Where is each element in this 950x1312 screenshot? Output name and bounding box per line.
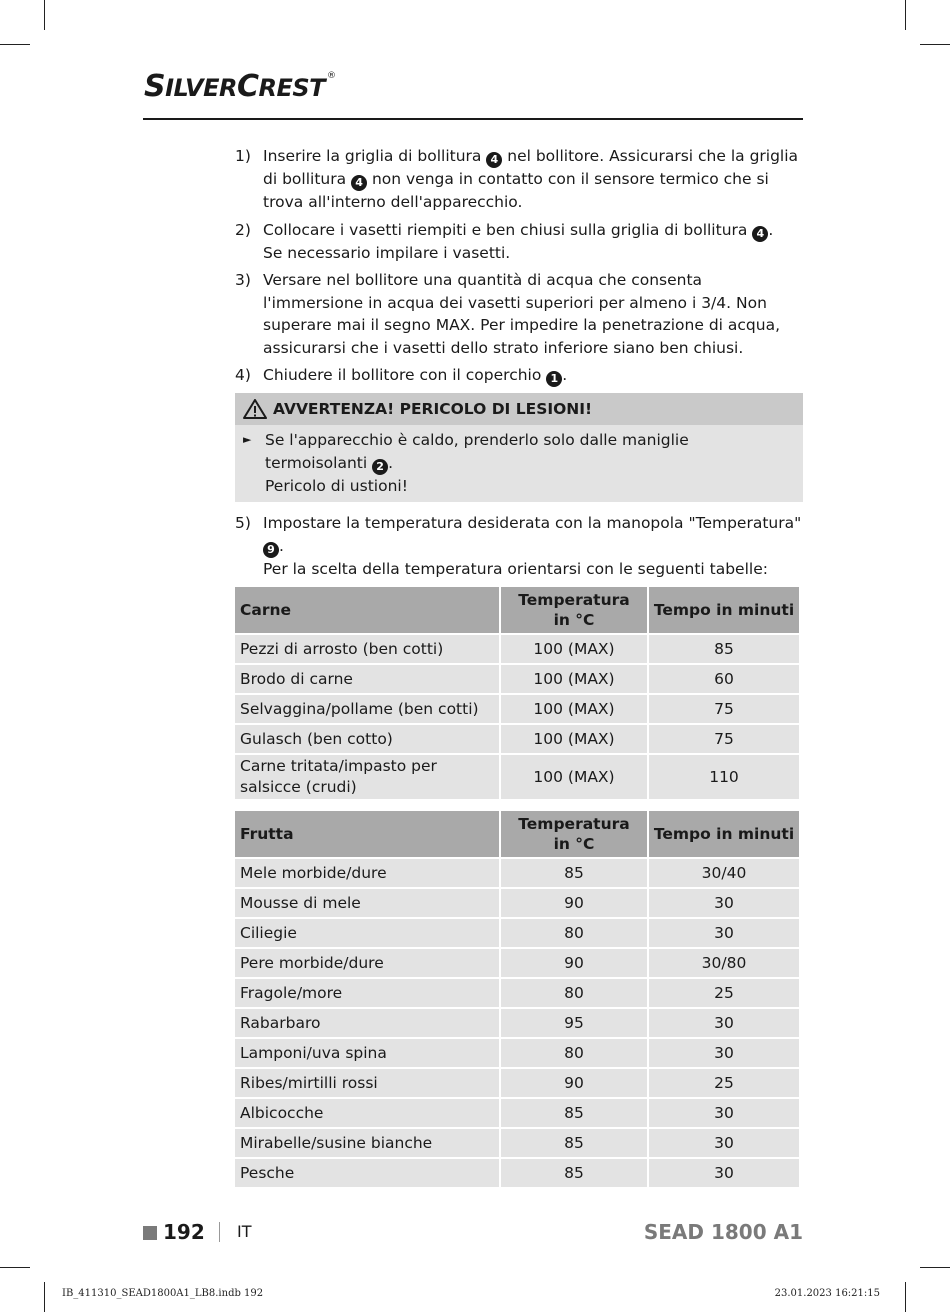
part-number-badge: 4 [486, 152, 502, 168]
table-cell: 100 (MAX) [501, 755, 647, 799]
part-number-badge: 9 [263, 542, 279, 558]
table-cell: Ribes/mirtilli rossi [235, 1069, 499, 1097]
table-cell: 90 [501, 889, 647, 917]
table-cell: Pere morbide/dure [235, 949, 499, 977]
step-1: 1) Inserire la griglia di bollitura 4 nel bollitore. Assicurarsi che la griglia di bollitura 4 non venga in contatto con il sensore termico che si trova all'interno dell'apparecchio. [235, 147, 799, 211]
step-4: 4) Chiudere il bollitore con il coperchio 1 . [235, 366, 568, 385]
table-cell: 80 [501, 919, 647, 947]
table-cell: 100 (MAX) [501, 665, 647, 693]
crop-mark [0, 44, 30, 45]
table-row [235, 889, 799, 917]
crop-mark [44, 0, 45, 30]
crop-mark [920, 44, 950, 45]
table-cell: Mousse di mele [235, 889, 499, 917]
column-header: Carne [235, 587, 499, 633]
header-rule [143, 118, 803, 120]
part-number-badge: 4 [351, 175, 367, 191]
table-cell: Brodo di carne [235, 665, 499, 693]
table-cell: 90 [501, 949, 647, 977]
table-cell: 30/80 [649, 949, 799, 977]
table-cell: Rabarbaro [235, 1009, 499, 1037]
table-cell: 90 [501, 1069, 647, 1097]
table-cell: 25 [649, 1069, 799, 1097]
table-cell: 85 [501, 1129, 647, 1157]
warning-triangle-icon [243, 399, 267, 419]
crop-mark [905, 1282, 906, 1312]
table-cell: Pesche [235, 1159, 499, 1187]
table-cell: 30/40 [649, 859, 799, 887]
table-cell: 25 [649, 979, 799, 1007]
table-cell: Gulasch (ben cotto) [235, 725, 499, 753]
table-cell: 80 [501, 1039, 647, 1067]
page-footer [143, 1220, 803, 1246]
step-2: 2) Collocare i vasetti riempiti e ben chiusi sulla griglia di bollitura 4 . Se necessario impilare i vasetti. [235, 220, 774, 262]
table-cell: Lamponi/uva spina [235, 1039, 499, 1067]
table-cell: 100 (MAX) [501, 635, 647, 663]
crop-mark [44, 1282, 45, 1312]
table-cell: Fragole/more [235, 979, 499, 1007]
step-5: 5) Impostare la temperatura desiderata con la manopola "Temperatura" 9 . Per la scelta della temperatura orientarsi con le seguenti tabelle: [235, 514, 802, 578]
table-cell: 30 [649, 1129, 799, 1157]
language-code: IT [237, 1222, 252, 1241]
table-cell: 30 [649, 1039, 799, 1067]
table-cell: Mirabelle/susine bianche [235, 1129, 499, 1157]
table-cell: 85 [501, 859, 647, 887]
brand-logo: SILVERCREST ® [144, 69, 336, 104]
table-cell: 80 [501, 979, 647, 1007]
table-cell: Mele morbide/dure [235, 859, 499, 887]
part-number-badge: 1 [546, 371, 562, 387]
page-marker [143, 1226, 157, 1240]
table-row [235, 755, 799, 799]
table-row [235, 859, 799, 887]
fruit-table [233, 809, 801, 1189]
warning-title: AVVERTENZA! PERICOLO DI LESIONI! [273, 399, 593, 418]
table-cell: 30 [649, 1159, 799, 1187]
table-row [235, 919, 799, 947]
column-header: Tempo in minuti [649, 811, 799, 857]
warning-text: ► Se l'apparecchio è caldo, prenderlo solo dalle maniglie termoisolanti 2 . Pericolo di ustioni! [235, 425, 803, 502]
table-cell: 30 [649, 889, 799, 917]
crop-mark [0, 1267, 30, 1268]
table-cell: 30 [649, 919, 799, 947]
table-cell: 100 (MAX) [501, 695, 647, 723]
table-cell: Pezzi di arrosto (ben cotti) [235, 635, 499, 663]
model-number: SEAD 1800 A1 [643, 1220, 803, 1244]
table-cell: 85 [501, 1099, 647, 1127]
table-cell: 85 [501, 1159, 647, 1187]
table-row [235, 1129, 799, 1157]
table-cell: 100 (MAX) [501, 725, 647, 753]
table-row [235, 1039, 799, 1067]
table-cell: Ciliegie [235, 919, 499, 947]
crop-mark [905, 0, 906, 30]
table-row [235, 1159, 799, 1187]
table-cell: Carne tritata/impasto per salsicce (crudi) [235, 755, 499, 799]
meat-table [233, 585, 801, 801]
table-cell: 85 [649, 635, 799, 663]
table-row [235, 1009, 799, 1037]
table-cell: 75 [649, 725, 799, 753]
table-cell: 30 [649, 1099, 799, 1127]
table-row [235, 1069, 799, 1097]
table-cell: 60 [649, 665, 799, 693]
warning-header [235, 393, 803, 425]
table-cell: Selvaggina/pollame (ben cotti) [235, 695, 499, 723]
column-header: Tempo in minuti [649, 587, 799, 633]
step-3: 3) Versare nel bollitore una quantità di acqua che consenta l'immersione in acqua dei vasetti superiori per almeno i 3/4. Non superare mai il segno MAX. Per impedire la penetrazione di acqua, assicurarsi che i vasetti dello strato inferiore siano ben chiusi. [235, 271, 781, 357]
column-header: Temperatura in °C [501, 587, 647, 633]
table-row [235, 665, 799, 693]
table-cell: 110 [649, 755, 799, 799]
table-cell: 95 [501, 1009, 647, 1037]
table-row [235, 1099, 799, 1127]
page-number: 192 [163, 1220, 205, 1244]
warning-box [235, 393, 803, 502]
table-row [235, 949, 799, 977]
print-slug-file: IB_411310_SEAD1800A1_LB8.indb 192 [62, 1288, 264, 1299]
crop-mark [920, 1267, 950, 1268]
column-header: Frutta [235, 811, 499, 857]
table-row [235, 979, 799, 1007]
table-row [235, 725, 799, 753]
main-content [235, 145, 803, 1189]
part-number-badge: 2 [372, 459, 388, 475]
table-cell: Albicocche [235, 1099, 499, 1127]
table-row [235, 635, 799, 663]
table-cell: 75 [649, 695, 799, 723]
arrow-right-icon: ► [243, 433, 252, 446]
print-slug-datetime: 23.01.2023 16:21:15 [774, 1288, 880, 1299]
part-number-badge: 4 [752, 226, 768, 242]
column-header: Temperatura in °C [501, 811, 647, 857]
table-cell: 30 [649, 1009, 799, 1037]
footer-divider [219, 1222, 220, 1242]
table-row [235, 695, 799, 723]
